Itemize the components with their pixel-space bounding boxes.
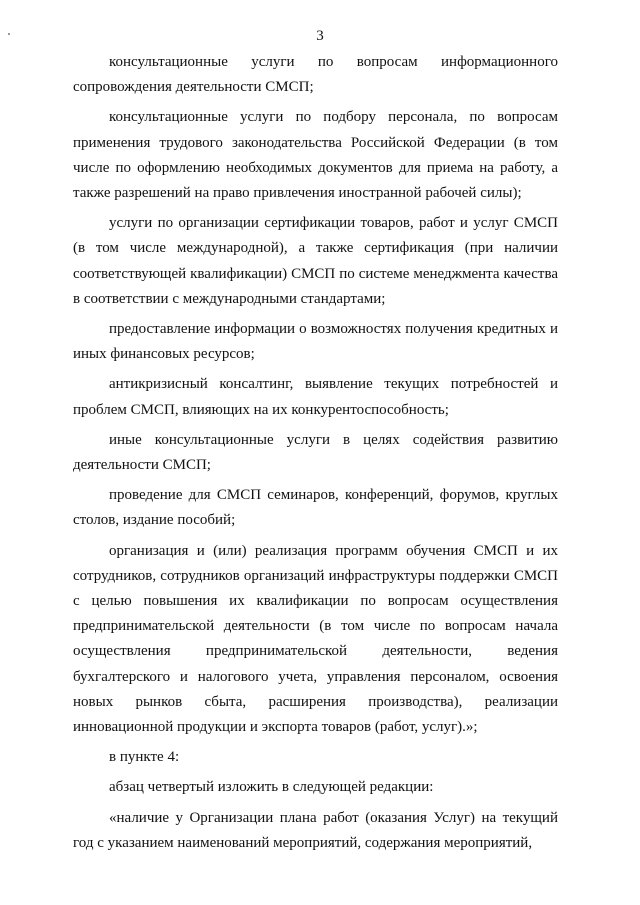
paragraph-personnel-services: консультационные услуги по подбору персонала, по вопросам применения трудового законодательства Российской Федерации (в том числе по оформлению необходимых документов для приема на работу, а также разрешений на право привлечения иностранной рабочей силы); (73, 109, 558, 202)
paragraph-training-programs: организация и (или) реализация программ обучения СМСП и их сотрудников, сотрудников организаций инфраструктуры поддержки СМСП с целью повышения их квалификации по вопросам осуществления предпринимательской деятельности (в том числе по вопросам начала осуществления предпринимательской деятельности, ведения бухгалтерского и налогового учета, управления персоналом, освоения новых рынков сбыта, расширения производства), реализации инновационной продукции и экспорта товаров (работ, услуг).»; (73, 542, 558, 736)
paragraph-certification-services: услуги по организации сертификации товаров, работ и услуг СМСП (в том числе международной), а также сертификация (при наличии соответствующей квалификации) СМСП по системе менеджмента качества в соответствии с международными стандартами; (73, 215, 558, 307)
paragraph-seminars: проведение для СМСП семинаров, конференций, форумов, круглых столов, издание пособий; (73, 487, 558, 529)
paragraph-point-4: в пункте 4: (109, 749, 180, 766)
paragraph-anticrisis-consulting: антикризисный консалтинг, выявление текущих потребностей и проблем СМСП, влияющих на их конкурентоспособность; (73, 376, 558, 418)
document-body (73, 50, 558, 856)
paragraph-other-consulting: иные консультационные услуги в целях содействия развитию деятельности СМСП; (73, 431, 558, 474)
paragraph-financial-info: предоставление информации о возможностях получения кредитных и иных финансовых ресурсов; (73, 321, 558, 363)
paragraph-info-support: консультационные услуги по вопросам информационного сопровождения деятельности СМСП; (73, 54, 558, 96)
paragraph-work-plan: «наличие у Организации плана работ (оказания Услуг) на текущий год с указанием наименований мероприятий, содержания мероприятий, (73, 809, 558, 851)
paragraph-fourth-abzac: абзац четвертый изложить в следующей редакции: (109, 779, 434, 796)
page-number: 3 (316, 28, 324, 44)
